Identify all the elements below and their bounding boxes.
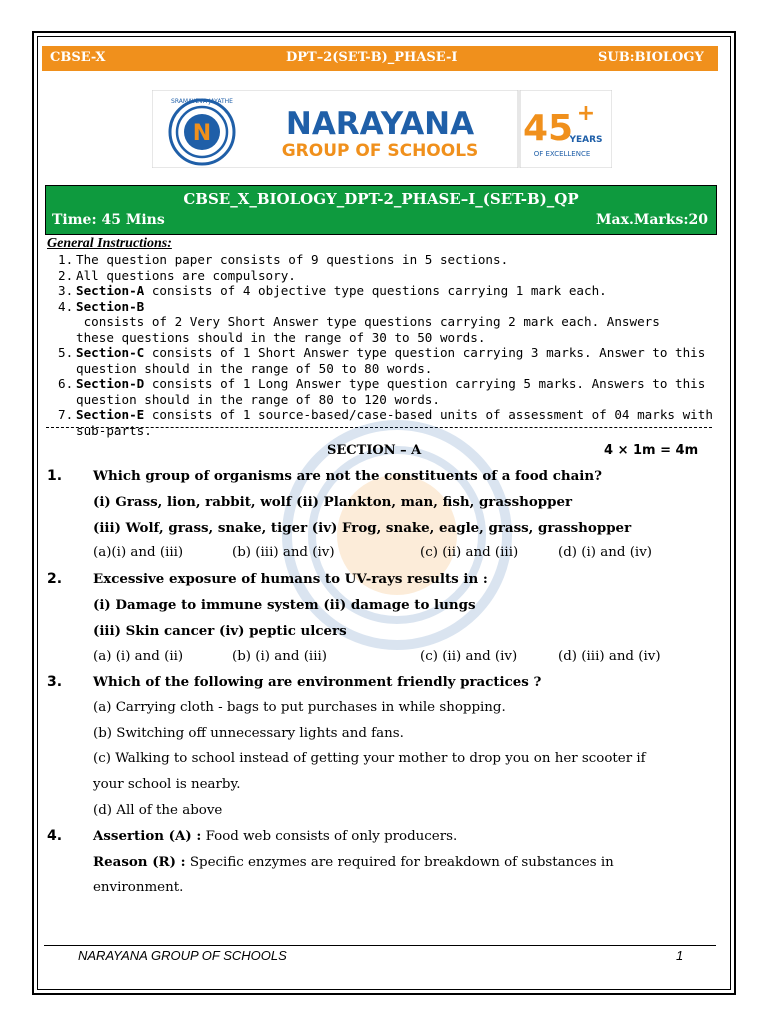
option-d: (d) (i) and (iv) <box>558 545 652 560</box>
instruction-item <box>76 330 716 346</box>
logo-n-letter: N <box>192 121 212 146</box>
logo-years-number: 45 <box>522 108 574 149</box>
option-a: (a) Carrying cloth - bags to put purchases in while shopping. <box>93 700 506 715</box>
header-test-code: DPT–2(SET-B)_PHASE-I <box>286 50 458 65</box>
title-box <box>45 185 717 235</box>
logo-years-label: YEARS <box>569 135 603 145</box>
narayana-logo <box>152 90 612 168</box>
header-subject: SUB:BIOLOGY <box>598 50 704 65</box>
option-c: (c) Walking to school instead of getting your mother to drop you on her scooter if <box>93 751 646 766</box>
instruction-item <box>58 283 716 299</box>
question-2-line2 <box>0 597 768 617</box>
instruction-section-label: Section-C <box>76 345 145 360</box>
instruction-text: consists of 1 Short Answer type question carrying 3 marks. Answer to this <box>144 345 706 360</box>
instruction-item <box>58 298 716 330</box>
instruction-text: sub-parts. <box>76 422 152 438</box>
question-line: (iii) Wolf, grass, snake, tiger (iv) Frog, snake, eagle, grass, grasshopper <box>93 520 632 536</box>
assertion-label: Assertion (A) : <box>93 828 202 844</box>
footer-line <box>44 945 716 946</box>
question-number: 3. <box>47 674 63 690</box>
instruction-number: 2. <box>58 267 74 283</box>
option-b: (b) (i) and (iii) <box>232 649 327 664</box>
question-2-line3 <box>0 623 768 643</box>
question-3 <box>0 674 768 694</box>
instruction-section-label: Section-A <box>76 283 145 298</box>
logo-plus: + <box>576 101 596 126</box>
option-c-continued: your school is nearby. <box>93 777 241 792</box>
instruction-text: consists of 1 Long Answer type question carrying 5 marks. Answers to this <box>144 376 706 391</box>
instruction-text: All questions are compulsory. <box>76 267 296 283</box>
paper-time: Time: 45 Mins <box>52 212 165 228</box>
instruction-text: consists of 1 source-based/case-based units of assessment of 04 marks with <box>144 407 713 422</box>
question-number: 2. <box>47 571 63 587</box>
instruction-item <box>58 345 716 361</box>
instruction-text: these questions should in the range of 30 to 50 words. <box>76 329 486 345</box>
instruction-item <box>76 361 716 377</box>
question-1-line2 <box>0 494 768 514</box>
footer-school: NARAYANA GROUP OF SCHOOLS <box>78 948 287 963</box>
instruction-section-label: Section-E <box>76 407 145 422</box>
header-class: CBSE-X <box>50 50 106 65</box>
section-title: SECTION – A <box>327 443 422 458</box>
question-2 <box>0 571 768 591</box>
question-line: (iii) Skin cancer (iv) peptic ulcers <box>93 623 347 639</box>
paper-max-marks: Max.Marks:20 <box>596 212 708 228</box>
question-line: (i) Damage to immune system (ii) damage to lungs <box>93 597 476 613</box>
section-marks: 4 × 1m = 4m <box>604 443 699 458</box>
instruction-text: consists of 2 Very Short Answer type questions carrying 2 mark each. Answers <box>76 314 660 329</box>
question-4 <box>0 828 768 848</box>
logo-motto: SRAMAYEVA JAYATHE <box>171 98 233 105</box>
page-number: 1 <box>676 948 684 963</box>
instruction-text: The question paper consists of 9 questions in 5 sections. <box>76 252 509 267</box>
instruction-number: 1. <box>58 252 74 267</box>
option-b: (b) (iii) and (iv) <box>232 545 335 560</box>
logo-name: NARAYANA <box>285 106 475 142</box>
instructions-heading: General Instructions: <box>47 236 172 251</box>
question-4-reason <box>0 854 768 874</box>
reason-text-continued: environment. <box>93 880 184 895</box>
question-text: Which group of organisms are not the constituents of a food chain? <box>93 468 602 484</box>
question-number: 4. <box>47 828 63 844</box>
question-text: Excessive exposure of humans to UV-rays results in : <box>93 571 488 587</box>
question-1-line3 <box>0 520 768 540</box>
instruction-number: 4. <box>58 298 74 314</box>
logo-subtitle: GROUP OF SCHOOLS <box>281 141 479 161</box>
instruction-item <box>58 376 716 392</box>
instruction-number: 7. <box>58 407 74 422</box>
assertion-text: Food web consists of only producers. <box>201 829 458 844</box>
instruction-item <box>58 267 716 284</box>
instructions-list <box>58 252 716 438</box>
instruction-text: question should in the range of 80 to 120 words. <box>76 391 440 407</box>
instruction-number: 3. <box>58 283 74 298</box>
question-text: Which of the following are environment friendly practices ? <box>93 674 542 690</box>
option-d: (d) All of the above <box>93 803 223 818</box>
instruction-text: question should in the range of 50 to 80 words. <box>76 360 433 376</box>
option-c: (c) (ii) and (iv) <box>420 649 518 664</box>
question-number: 1. <box>47 468 63 484</box>
instruction-section-label: Section-B <box>76 298 145 314</box>
reason-label: Reason (R) : <box>93 854 186 870</box>
instruction-item <box>58 252 716 268</box>
option-d: (d) (iii) and (iv) <box>558 649 661 664</box>
reason-text: Specific enzymes are required for breakdown of substances in <box>185 855 614 870</box>
instruction-text: consists of 4 objective type questions carrying 1 mark each. <box>144 283 607 298</box>
question-1 <box>0 468 768 488</box>
header-bar <box>42 46 718 71</box>
option-a: (a) (i) and (ii) <box>93 649 184 664</box>
instruction-item <box>76 392 716 408</box>
paper-title: CBSE_X_BIOLOGY_DPT-2_PHASE–I_(SET-B)_QP <box>183 190 579 208</box>
option-c: (c) (ii) and (iii) <box>420 545 519 560</box>
question-line: (i) Grass, lion, rabbit, wolf (ii) Plankton, man, fish, grasshopper <box>93 494 573 510</box>
instruction-number: 6. <box>58 376 74 391</box>
logo-excellence: OF EXCELLENCE <box>533 150 591 158</box>
option-b: (b) Switching off unnecessary lights and fans. <box>93 726 404 741</box>
option-a: (a)(i) and (iii) <box>93 545 184 560</box>
instruction-section-label: Section-D <box>76 376 145 391</box>
instruction-number: 5. <box>58 345 74 360</box>
